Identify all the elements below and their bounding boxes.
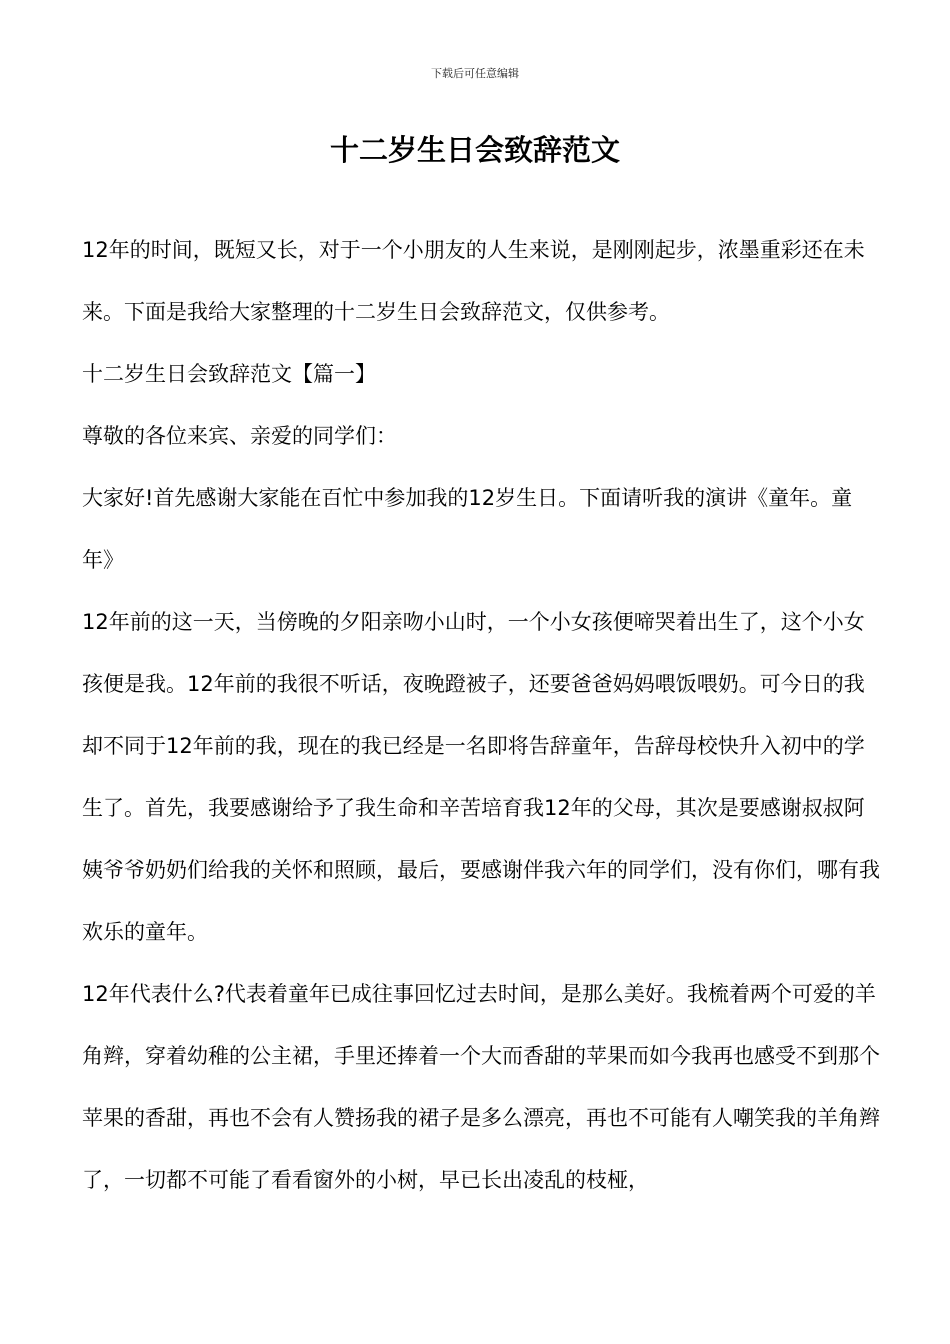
- page-header-note: 下载后可任意编辑: [431, 67, 519, 80]
- body-paragraph: 12年前的这一天，当傍晚的夕阳亲吻小山时，一个小女孩便啼哭着出生了，这个小女孩便是我。12年前的我很不听话，夜晚蹬被子，还要爸爸妈妈喂饭喂奶。可今日的我却不同于12年前的我，现在的我已经是一名即将告辞童年，告辞母校快升入初中的学生了。首先，我要感谢给予了我生命和辛苦培育我12年的父母，其次是要感谢叔叔阿姨爷爷奶奶们给我的关怀和照顾，最后，要感谢伴我六年的同学们，没有你们，哪有我欢乐的童年。: [82, 610, 880, 944]
- section-heading: 十二岁生日会致辞范文【篇一】: [82, 362, 376, 386]
- document-body: [82, 219, 882, 1211]
- document-title: 十二岁生日会致辞范文: [329, 133, 620, 167]
- body-paragraph: 12年代表什么?代表着童年已成往事回忆过去时间，是那么美好。我梳着两个可爱的羊角辫，穿着幼稚的公主裙，手里还捧着一个大而香甜的苹果而如今我再也感受不到那个苹果的香甜，再也不会有人赞扬我的裙子是多么漂亮，再也不可能有人嘲笑我的羊角辫了，一切都不可能了看看窗外的小树，早已长出凌乱的枝桠，: [82, 982, 880, 1192]
- body-paragraph: 大家好!首先感谢大家能在百忙中参加我的12岁生日。下面请听我的演讲《童年。童年》: [82, 486, 853, 572]
- intro-paragraph: 12年的时间，既短又长，对于一个小朋友的人生来说，是刚刚起步，浓墨重彩还在未来。下面是我给大家整理的十二岁生日会致辞范文，仅供参考。: [82, 238, 865, 324]
- salutation: 尊敬的各位来宾、亲爱的同学们：: [82, 424, 397, 448]
